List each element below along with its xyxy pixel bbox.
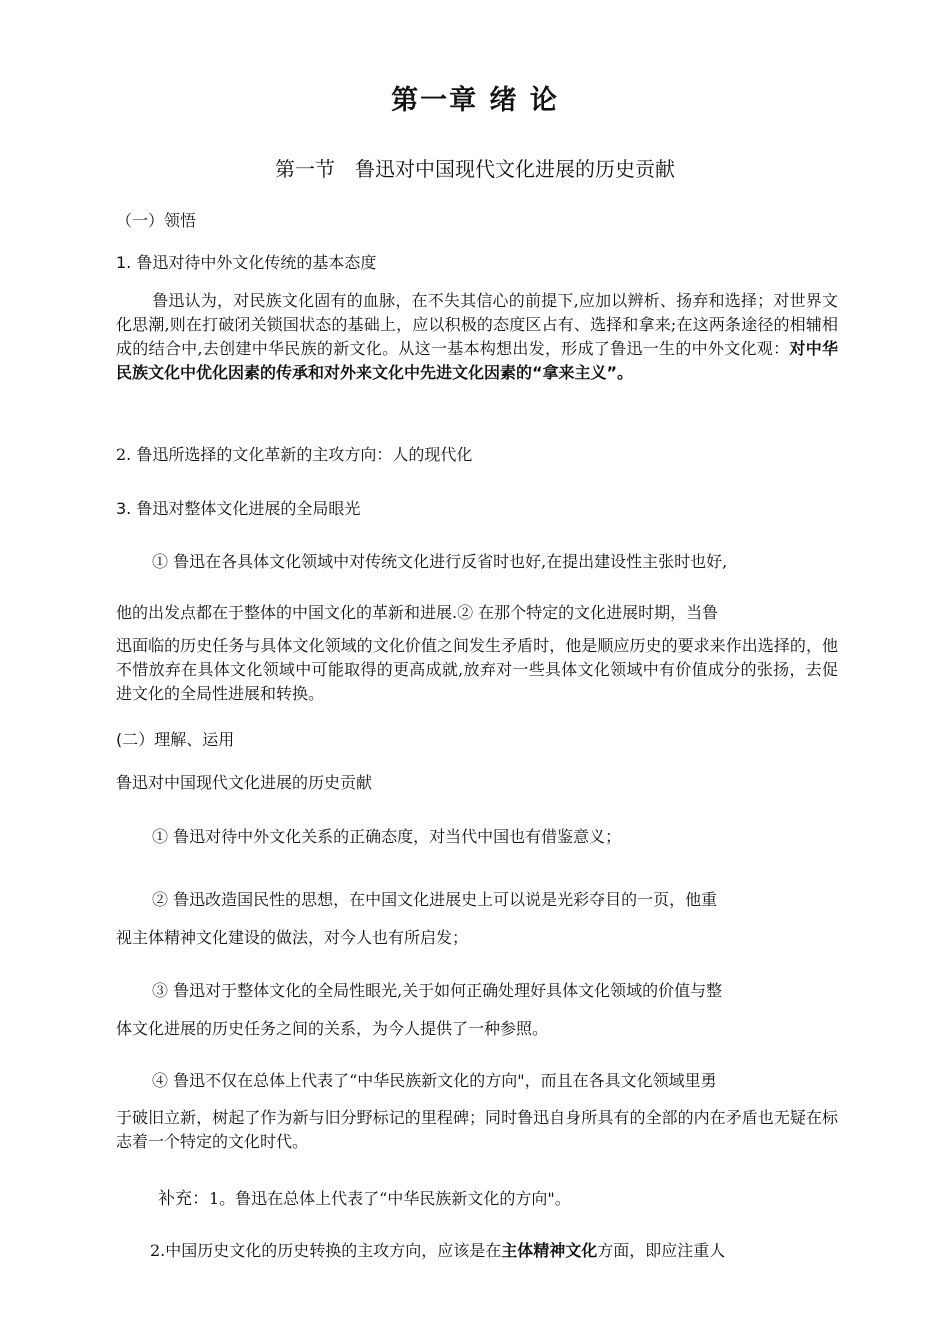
part2-heading: (二）理解、运用 [116, 730, 235, 749]
supplement-line2 [150, 1238, 725, 1261]
supplement-text2-bold: 主体精神文化 [501, 1241, 598, 1260]
list-item-4-rest: 于破旧立新，树起了作为新与旧分野标记的里程碑；同时鲁迅自身所具有的全部的内在矛盾也无疑在标志着一个特定的文化时代。 [116, 1108, 838, 1151]
section-title: 第一节 鲁迅对中国现代文化进展的历史贡献 [275, 157, 675, 181]
point3-rest: 迅面临的历史任务与具体文化领域的文化价值之间发生矛盾时，他是顺应历史的要求来作出选择的，他不惜放弃在具体文化领域中可能取得的更高成就,放弃对一些具体文化领域中有价值成分的张扬，去促进文化的全局性进展和转换。 [116, 636, 838, 703]
supplement-text1: 1。鲁迅在总体上代表了“中华民族新文化的方向"。 [209, 1189, 571, 1208]
supplement-text2-after: 方面，即应注重人 [597, 1241, 726, 1260]
point1-body-bold: 对中华民族文化中优化因素的传承和对外来文化中先进文化因素的“拿来主义”。 [116, 339, 838, 382]
list-item-3-line2: 体文化进展的历史任务之间的关系，为今人提供了一种参照。 [116, 1019, 549, 1038]
point1-body-text: 鲁迅认为，对民族文化固有的血脉，在不失其信心的前提下,应加以辨析、扬弃和选择；对世界文化思潮,则在打破闭关锁国状态的基础上，应以积极的态度区占有、选择和拿来;在这两条途径的相辅相成的结合中,去创建中华民族的新文化。从这一基本构想出发，形成了鲁迅一生的中外文化观： [116, 291, 838, 358]
point3-line2: 他的出发点都在于整体的中国文化的革新和进展.② 在那个特定的文化进展时期，当鲁 [116, 603, 719, 622]
part1-heading: （一）领悟 [116, 211, 197, 230]
supplement-text2-before: 2.中国历史文化的历史转换的主攻方向，应该是在 [150, 1241, 502, 1260]
list-item-2-line2: 视主体精神文化建设的做法，对今人也有所启发； [116, 928, 469, 947]
supplement-label: 补充： [158, 1189, 209, 1209]
list-item-3-line1: ③ 鲁迅对于整体文化的全局性眼光,关于如何正确处理好具体文化领域的价值与整 [152, 981, 723, 1000]
chapter-title: 第一章 绪 论 [391, 85, 559, 116]
list-item-4-line1: ④ 鲁迅不仅在总体上代表了“中华民族新文化的方向"，而且在各具文化领域里勇 [152, 1071, 717, 1090]
point2-heading: 2. 鲁迅所选择的文化革新的主攻方向：人的现代化 [116, 445, 473, 464]
part2-subheading: 鲁迅对中国现代文化进展的历史贡献 [116, 773, 373, 792]
list-item-1: ① 鲁迅对待中外文化关系的正确态度，对当代中国也有借鉴意义； [152, 827, 622, 846]
point3-heading: 3. 鲁迅对整体文化进展的全局眼光 [116, 499, 361, 518]
point3-line1: ① 鲁迅在各具体文化领域中对传统文化进行反省时也好,在提出建设性主张时也好, [152, 552, 728, 571]
list-item-2-line1: ② 鲁迅改造国民性的思想，在中国文化进展史上可以说是光彩夺目的一页，他重 [152, 890, 718, 909]
supplement-line1 [158, 1184, 571, 1209]
point1-heading: 1. 鲁迅对待中外文化传统的基本态度 [116, 253, 377, 272]
point1-body [116, 289, 838, 385]
